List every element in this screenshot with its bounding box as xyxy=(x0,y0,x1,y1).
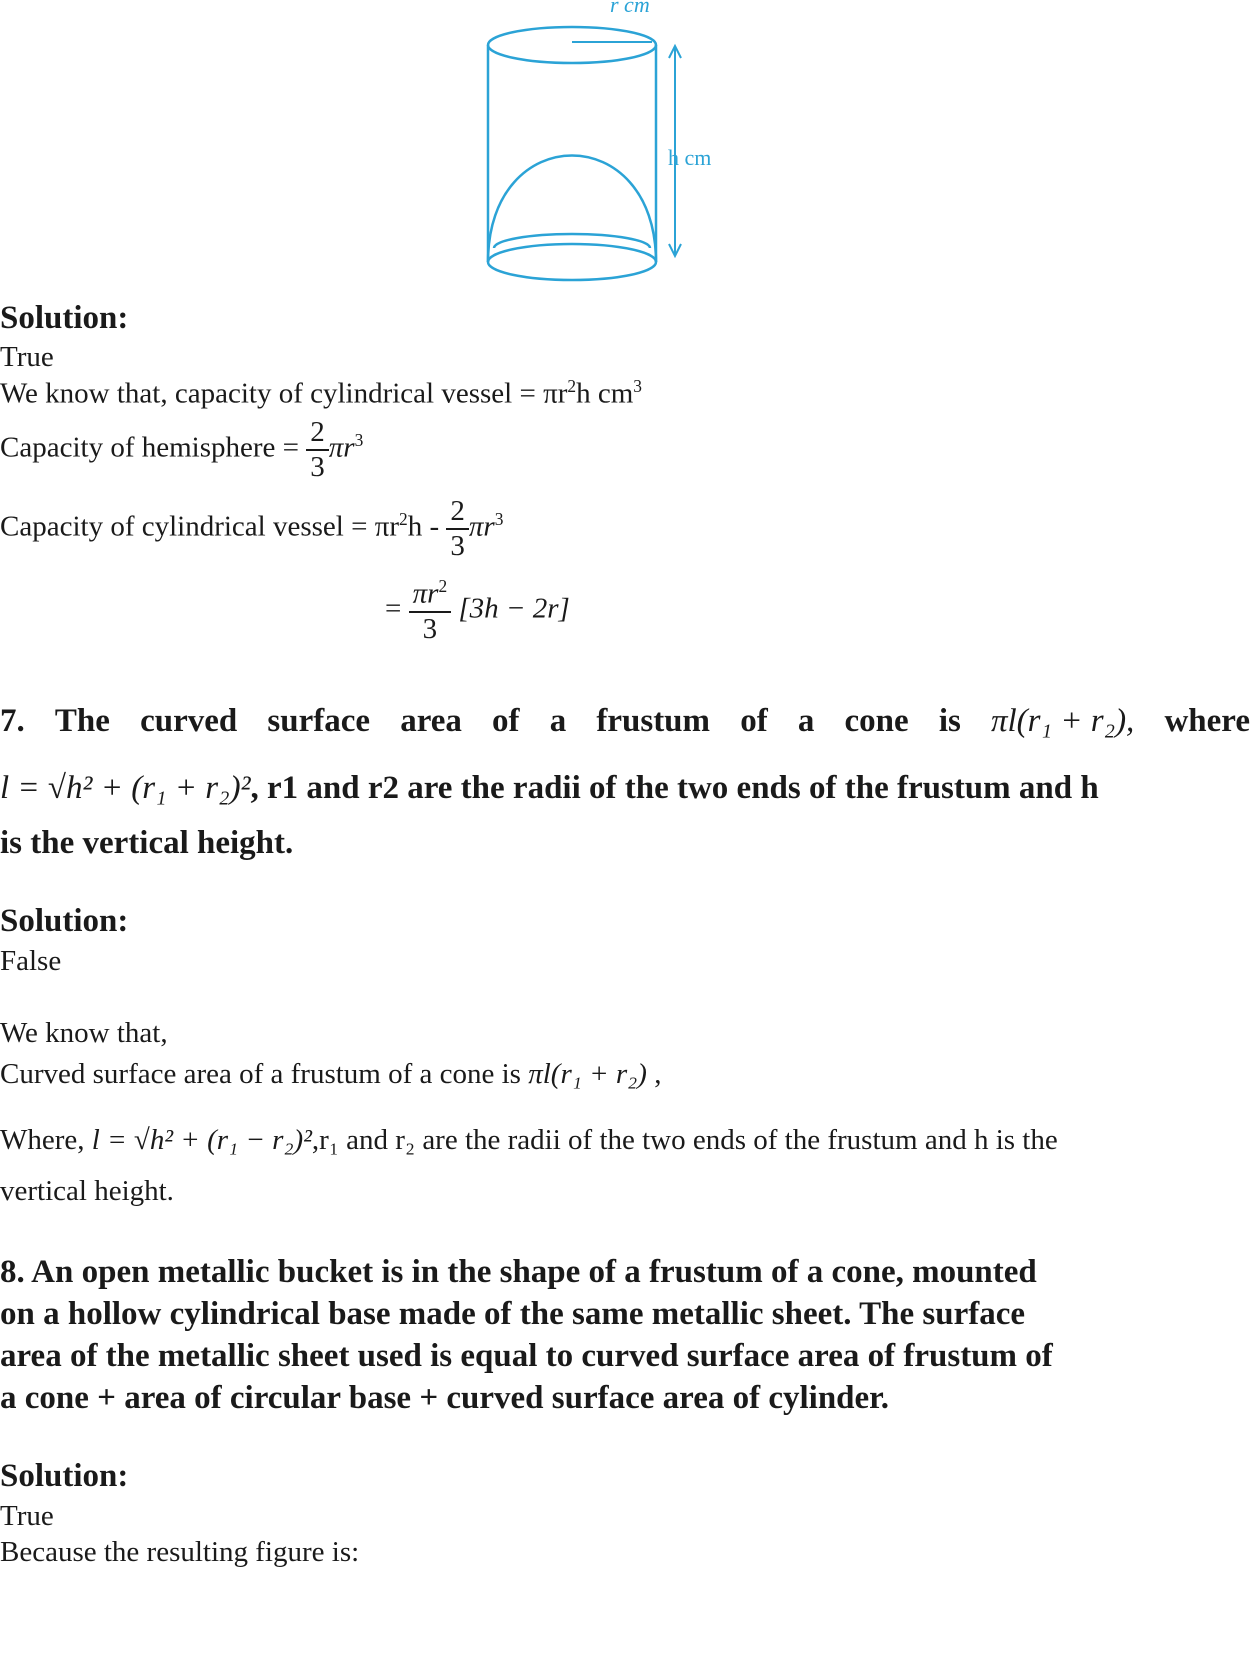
cylinder-diagram xyxy=(480,0,760,290)
solution7-line1: We know that, xyxy=(0,1017,168,1049)
question7-word: area xyxy=(400,703,462,739)
question7-word: frustum xyxy=(596,703,711,739)
question7-line3: is the vertical height. xyxy=(0,825,294,861)
cylinder-hemisphere-figure xyxy=(480,0,760,290)
question7-word: πl(r₁ + r₂), xyxy=(990,703,1135,739)
solution7-line2: Curved surface area of a frustum of a cone is πl(r₁ + r₂) , xyxy=(0,1058,662,1090)
solution6-line3: Capacity of cylindrical vessel = $\pi r^2h$ - $\frac{2}{3}$ $\pi r^3$ xyxy=(0,495,504,562)
solution6-line1: We know that, capacity of cylindrical vessel = $\pi r^2h$ $cm^3$ xyxy=(0,376,642,410)
solution-heading-6: Solution: xyxy=(0,300,129,336)
height-label: h cm xyxy=(668,145,712,170)
question7-word: where xyxy=(1164,703,1250,739)
solution6-line4: = $\frac{\pi r^2}{3}$ [3h − 2r] xyxy=(385,576,570,645)
cylinder-bottom-front xyxy=(488,262,656,280)
cylinder-top-ellipse xyxy=(488,27,656,63)
cylinder-bottom-back xyxy=(488,244,656,262)
solution-heading-7: Solution: xyxy=(0,903,129,939)
solution-answer-8: True xyxy=(0,1500,54,1532)
question7-word: of xyxy=(740,703,768,739)
question7-word: The xyxy=(54,703,110,739)
hemisphere-arc xyxy=(488,156,656,263)
question7-line1 xyxy=(0,703,1250,740)
solution-heading-8: Solution: xyxy=(0,1458,129,1494)
solution-answer-6: True xyxy=(0,341,54,373)
question7-word: 7. xyxy=(0,703,25,739)
question8-line2: on a hollow cylindrical base made of the same metallic sheet. The surface xyxy=(0,1296,1026,1332)
solution7-line4: vertical height. xyxy=(0,1175,174,1207)
question7-word: a xyxy=(549,703,567,739)
question8-line3: area of the metallic sheet used is equal to curved surface area of frustum of xyxy=(0,1338,1053,1374)
solution-answer-7: False xyxy=(0,945,62,977)
solution7-line3: Where, l = √h² + (r₁ − r₂)²,r₁ and r₂ are the radii of the two ends of the frustum and h is the xyxy=(0,1124,1058,1156)
question7-word: is xyxy=(938,703,961,739)
solution6-line2: Capacity of hemisphere = $\frac{2}{3}$ $\pi r^3$ xyxy=(0,416,364,483)
question7-word: surface xyxy=(267,703,371,739)
question7-word: a xyxy=(797,703,815,739)
hemisphere-base-back xyxy=(494,234,650,248)
question8-line1: 8. An open metallic bucket is in the shape of a frustum of a cone, mounted xyxy=(0,1254,1037,1290)
radius-label: r cm xyxy=(610,0,650,17)
question8-line4: a cone + area of circular base + curved surface area of cylinder. xyxy=(0,1380,890,1416)
question7-word: cone xyxy=(844,703,909,739)
question7-line2: l = √h² + (r₁ + r₂)², r1 and r2 are the radii of the two ends of the frustum and h xyxy=(0,770,1099,806)
question7-word: curved xyxy=(140,703,238,739)
solution8-line1: Because the resulting figure is: xyxy=(0,1536,360,1568)
question7-word: of xyxy=(492,703,520,739)
